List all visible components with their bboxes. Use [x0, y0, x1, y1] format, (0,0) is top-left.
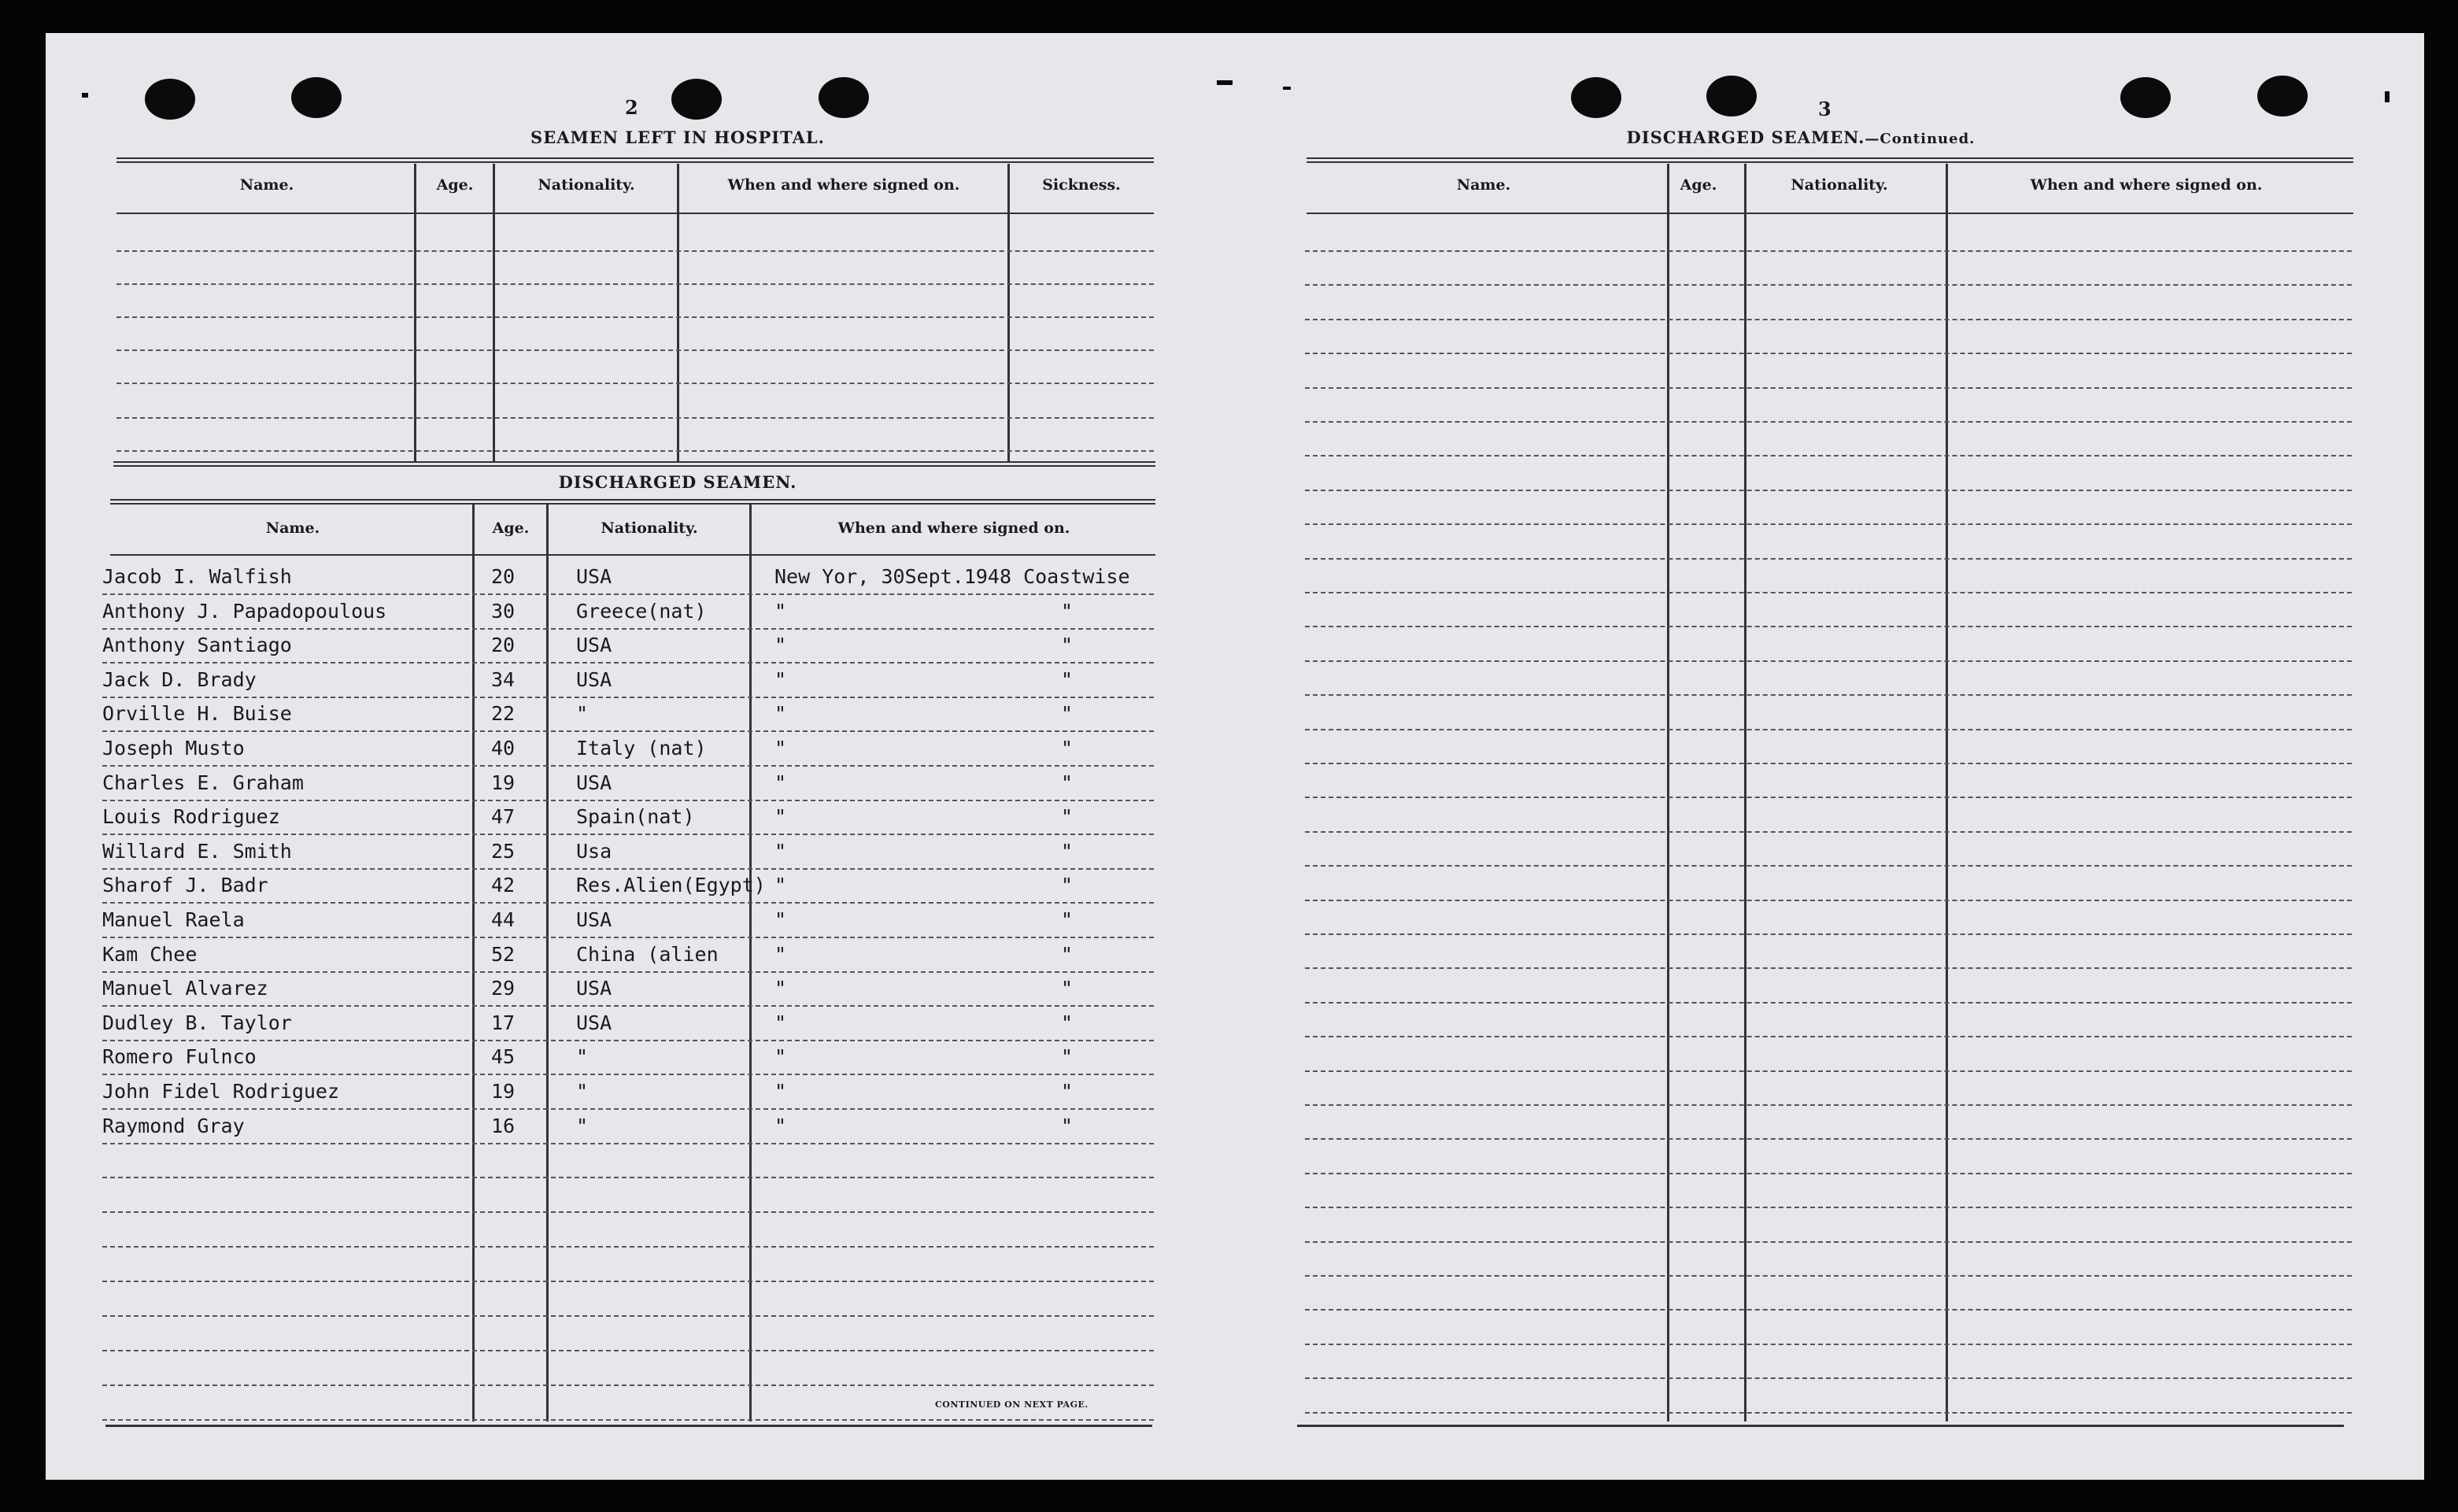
right-blank-row	[1305, 763, 2352, 764]
right-blank-row	[1305, 900, 2352, 901]
paper-speck	[82, 93, 88, 98]
seaman-name: Louis Rodriguez	[102, 805, 280, 828]
right-blank-row	[1305, 967, 2352, 969]
seaman-age: 20	[491, 634, 516, 656]
seaman-signed-on-ditto: "	[1061, 977, 1074, 1000]
discharged-row	[46, 840, 1163, 871]
right-blank-row	[1305, 1070, 2352, 1072]
hospital-blank-row	[116, 250, 1154, 252]
discharged-row-line	[102, 697, 1154, 698]
seaman-name: Jacob I. Walfish	[102, 565, 292, 588]
seaman-name: Manuel Alvarez	[102, 977, 268, 1000]
hospital-section-title: SEAMEN LEFT IN HOSPITAL.	[530, 128, 825, 147]
seaman-signed-on: "	[774, 737, 787, 760]
right-bottom-rule	[1297, 1425, 2344, 1427]
seaman-signed-on-ditto: "	[1061, 908, 1074, 931]
right-blank-row	[1305, 1309, 2352, 1311]
right-page-number: 3	[1818, 98, 1831, 120]
discharged-blank-row	[102, 1350, 1154, 1351]
discharged-row	[46, 565, 1163, 597]
discharged-row	[46, 771, 1163, 803]
discharged-row-line	[102, 1143, 1154, 1144]
seaman-signed-on: "	[774, 874, 787, 896]
discharged-blank-row	[102, 1211, 1154, 1213]
seaman-nationality: USA	[576, 668, 612, 691]
seaman-name: Joseph Musto	[102, 737, 245, 760]
right-title-suffix: —Continued.	[1865, 131, 1976, 147]
seaman-signed-on: New Yor, 30Sept.1948 Coastwise	[774, 565, 1130, 588]
hospital-blank-row	[116, 417, 1154, 419]
right-blank-row	[1305, 490, 2352, 491]
right-section-title	[1573, 128, 2029, 147]
discharged-row	[46, 805, 1163, 837]
seaman-signed-on: "	[774, 668, 787, 691]
discharged-row-line	[102, 800, 1154, 801]
right-col-age: Age.	[1680, 176, 1717, 194]
seaman-age: 25	[491, 840, 516, 863]
right-blank-row	[1305, 831, 2352, 833]
seaman-age: 16	[491, 1115, 516, 1137]
hospital-blank-row	[116, 283, 1154, 285]
right-blank-row	[1305, 592, 2352, 593]
discharged-blank-row	[102, 1315, 1154, 1317]
right-blank-row	[1305, 1138, 2352, 1140]
punch-hole	[819, 77, 869, 118]
right-blank-row	[1305, 558, 2352, 560]
seaman-age: 45	[491, 1045, 516, 1068]
discharged-row	[46, 634, 1163, 665]
right-blank-row	[1305, 523, 2352, 525]
paper-speck	[1283, 87, 1291, 90]
seaman-name: Orville H. Buise	[102, 702, 292, 725]
discharged-row	[46, 1080, 1163, 1111]
discharged-row	[46, 908, 1163, 940]
seaman-signed-on-ditto: "	[1061, 600, 1074, 623]
discharged-row	[46, 874, 1163, 905]
discharged-header-rule	[110, 554, 1155, 556]
seaman-name: Jack D. Brady	[102, 668, 257, 691]
seaman-age: 30	[491, 600, 516, 623]
seaman-name: Raymond Gray	[102, 1115, 245, 1137]
right-blank-row	[1305, 1104, 2352, 1106]
punch-hole	[2257, 76, 2308, 116]
discharged-row-line	[102, 1074, 1154, 1075]
discharged-row-line	[102, 937, 1154, 938]
seaman-signed-on: "	[774, 840, 787, 863]
discharged-row	[46, 737, 1163, 768]
seaman-name: Romero Fulnco	[102, 1045, 257, 1068]
document-sheet	[46, 33, 2424, 1480]
punch-hole	[291, 77, 342, 118]
seaman-signed-on: "	[774, 771, 787, 794]
seaman-signed-on: "	[774, 977, 787, 1000]
seaman-signed-on: "	[774, 805, 787, 828]
right-col-name: Name.	[1456, 176, 1511, 194]
punch-hole	[1571, 77, 1621, 118]
hospital-blank-row	[116, 383, 1154, 384]
seaman-name: Anthony Santiago	[102, 634, 292, 656]
discharged-row-line	[102, 971, 1154, 973]
left-page-number: 2	[625, 96, 638, 119]
right-blank-row	[1305, 1002, 2352, 1004]
right-blank-row	[1305, 933, 2352, 935]
right-blank-row	[1305, 1412, 2352, 1414]
seaman-name: Anthony J. Papadopoulous	[102, 600, 387, 623]
seaman-nationality: "	[576, 1115, 589, 1137]
hospital-header-rule	[116, 213, 1154, 214]
discharged-section-title: DISCHARGED SEAMEN.	[558, 472, 797, 492]
punch-hole	[2120, 77, 2171, 118]
seaman-signed-on: "	[774, 1011, 787, 1034]
punch-hole	[1706, 76, 1757, 116]
discharged-row	[46, 600, 1163, 631]
seaman-age: 19	[491, 1080, 516, 1103]
discharged-blank-row	[102, 1384, 1154, 1386]
seaman-nationality: USA	[576, 634, 612, 656]
seaman-name: Sharof J. Badr	[102, 874, 268, 896]
seaman-signed-on-ditto: "	[1061, 1045, 1074, 1068]
discharged-blank-row	[102, 1281, 1154, 1282]
discharged-row	[46, 1011, 1163, 1043]
seaman-nationality: Res.Alien(Egypt)	[576, 874, 766, 896]
seaman-name: Charles E. Graham	[102, 771, 304, 794]
continued-footer: CONTINUED ON NEXT PAGE.	[935, 1399, 1089, 1410]
right-top-rule	[1307, 157, 2353, 163]
seaman-age: 34	[491, 668, 516, 691]
seaman-name: Kam Chee	[102, 943, 198, 966]
hospital-top-rule	[116, 157, 1154, 163]
seaman-nationality: Greece(nat)	[576, 600, 707, 623]
right-col-nationality: Nationality.	[1791, 176, 1888, 194]
seaman-age: 47	[491, 805, 516, 828]
discharged-row-line	[102, 868, 1154, 870]
seaman-signed-on-ditto: "	[1061, 874, 1074, 896]
discharged-row-line	[102, 730, 1154, 732]
seaman-signed-on-ditto: "	[1061, 771, 1074, 794]
seaman-signed-on-ditto: "	[1061, 668, 1074, 691]
seaman-nationality: USA	[576, 1011, 612, 1034]
discharged-col-age: Age.	[492, 519, 530, 537]
punch-hole	[145, 79, 195, 120]
hospital-blank-row	[116, 450, 1154, 452]
hospital-bottom-rule	[113, 461, 1155, 467]
discharged-row	[46, 943, 1163, 974]
discharged-row	[46, 702, 1163, 734]
right-title-main: DISCHARGED SEAMEN.	[1626, 128, 1865, 147]
seaman-name: Willard E. Smith	[102, 840, 292, 863]
right-blank-row	[1305, 1207, 2352, 1208]
seaman-signed-on-ditto: "	[1061, 634, 1074, 656]
seaman-nationality: Spain(nat)	[576, 805, 695, 828]
hospital-col-signed-on: When and where signed on.	[727, 176, 960, 194]
seaman-nationality: China (alien	[576, 943, 719, 966]
punch-hole	[671, 79, 722, 120]
discharged-blank-row	[102, 1177, 1154, 1178]
seaman-age: 19	[491, 771, 516, 794]
discharged-row-line	[102, 1005, 1154, 1007]
paper-speck	[1217, 80, 1233, 85]
right-blank-row	[1305, 694, 2352, 696]
seaman-age: 22	[491, 702, 516, 725]
hospital-col-sickness: Sickness.	[1042, 176, 1121, 194]
discharged-top-rule	[110, 499, 1155, 505]
right-blank-row	[1305, 284, 2352, 286]
seaman-nationality: "	[576, 1045, 589, 1068]
left-bottom-rule	[105, 1425, 1152, 1427]
discharged-row-line	[102, 628, 1154, 630]
seaman-nationality: "	[576, 1080, 589, 1103]
right-blank-row	[1305, 1036, 2352, 1037]
seaman-nationality: Usa	[576, 840, 612, 863]
seaman-signed-on: "	[774, 702, 787, 725]
seaman-name: Manuel Raela	[102, 908, 245, 931]
seaman-nationality: USA	[576, 908, 612, 931]
right-blank-row	[1305, 387, 2352, 389]
right-blank-row	[1305, 797, 2352, 798]
paper-speck	[2385, 91, 2390, 102]
right-blank-row	[1305, 1241, 2352, 1243]
discharged-blank-row	[102, 1419, 1154, 1421]
discharged-col-nationality: Nationality.	[601, 519, 698, 537]
right-blank-row	[1305, 1173, 2352, 1174]
seaman-signed-on: "	[774, 943, 787, 966]
seaman-signed-on-ditto: "	[1061, 943, 1074, 966]
seaman-signed-on-ditto: "	[1061, 1115, 1074, 1137]
right-blank-row	[1305, 353, 2352, 354]
discharged-row-line	[102, 662, 1154, 664]
right-blank-row	[1305, 1344, 2352, 1345]
right-blank-row	[1305, 250, 2352, 252]
seaman-age: 29	[491, 977, 516, 1000]
discharged-row-line	[102, 593, 1154, 595]
seaman-signed-on-ditto: "	[1061, 1011, 1074, 1034]
right-blank-row	[1305, 660, 2352, 662]
hospital-col-nationality: Nationality.	[538, 176, 635, 194]
seaman-nationality: Italy (nat)	[576, 737, 707, 760]
seaman-nationality: USA	[576, 771, 612, 794]
right-header-rule	[1307, 213, 2353, 214]
seaman-age: 17	[491, 1011, 516, 1034]
discharged-row	[46, 1115, 1163, 1146]
seaman-signed-on: "	[774, 634, 787, 656]
discharged-row	[46, 1045, 1163, 1077]
discharged-row-line	[102, 1040, 1154, 1041]
right-blank-row	[1305, 319, 2352, 320]
right-blank-row	[1305, 626, 2352, 627]
seaman-name: Dudley B. Taylor	[102, 1011, 292, 1034]
right-blank-row	[1305, 1275, 2352, 1277]
seaman-signed-on-ditto: "	[1061, 737, 1074, 760]
seaman-signed-on: "	[774, 1045, 787, 1068]
seaman-age: 40	[491, 737, 516, 760]
seaman-age: 42	[491, 874, 516, 896]
seaman-age: 44	[491, 908, 516, 931]
seaman-signed-on: "	[774, 600, 787, 623]
right-blank-row	[1305, 1377, 2352, 1379]
seaman-age: 52	[491, 943, 516, 966]
seaman-signed-on-ditto: "	[1061, 1080, 1074, 1103]
discharged-col-name: Name.	[265, 519, 320, 537]
discharged-row-line	[102, 834, 1154, 835]
seaman-nationality: USA	[576, 565, 612, 588]
hospital-blank-row	[116, 349, 1154, 351]
hospital-col-age: Age.	[436, 176, 474, 194]
right-blank-row	[1305, 455, 2352, 457]
discharged-row-line	[102, 765, 1154, 767]
discharged-row	[46, 668, 1163, 700]
discharged-row	[46, 977, 1163, 1008]
seaman-signed-on-ditto: "	[1061, 840, 1074, 863]
hospital-col-name: Name.	[239, 176, 294, 194]
seaman-name: John Fidel Rodriguez	[102, 1080, 340, 1103]
hospital-blank-row	[116, 316, 1154, 318]
seaman-signed-on-ditto: "	[1061, 702, 1074, 725]
right-col-signed-on: When and where signed on.	[2030, 176, 2263, 194]
seaman-age: 20	[491, 565, 516, 588]
seaman-signed-on-ditto: "	[1061, 805, 1074, 828]
discharged-row-line	[102, 1108, 1154, 1110]
discharged-col-signed-on: When and where signed on.	[837, 519, 1070, 537]
seaman-signed-on: "	[774, 1080, 787, 1103]
discharged-blank-row	[102, 1246, 1154, 1248]
seaman-nationality: USA	[576, 977, 612, 1000]
right-blank-row	[1305, 421, 2352, 423]
seaman-signed-on: "	[774, 1115, 787, 1137]
right-blank-row	[1305, 865, 2352, 867]
seaman-signed-on: "	[774, 908, 787, 931]
right-blank-row	[1305, 729, 2352, 730]
discharged-row-line	[102, 902, 1154, 904]
seaman-nationality: "	[576, 702, 589, 725]
